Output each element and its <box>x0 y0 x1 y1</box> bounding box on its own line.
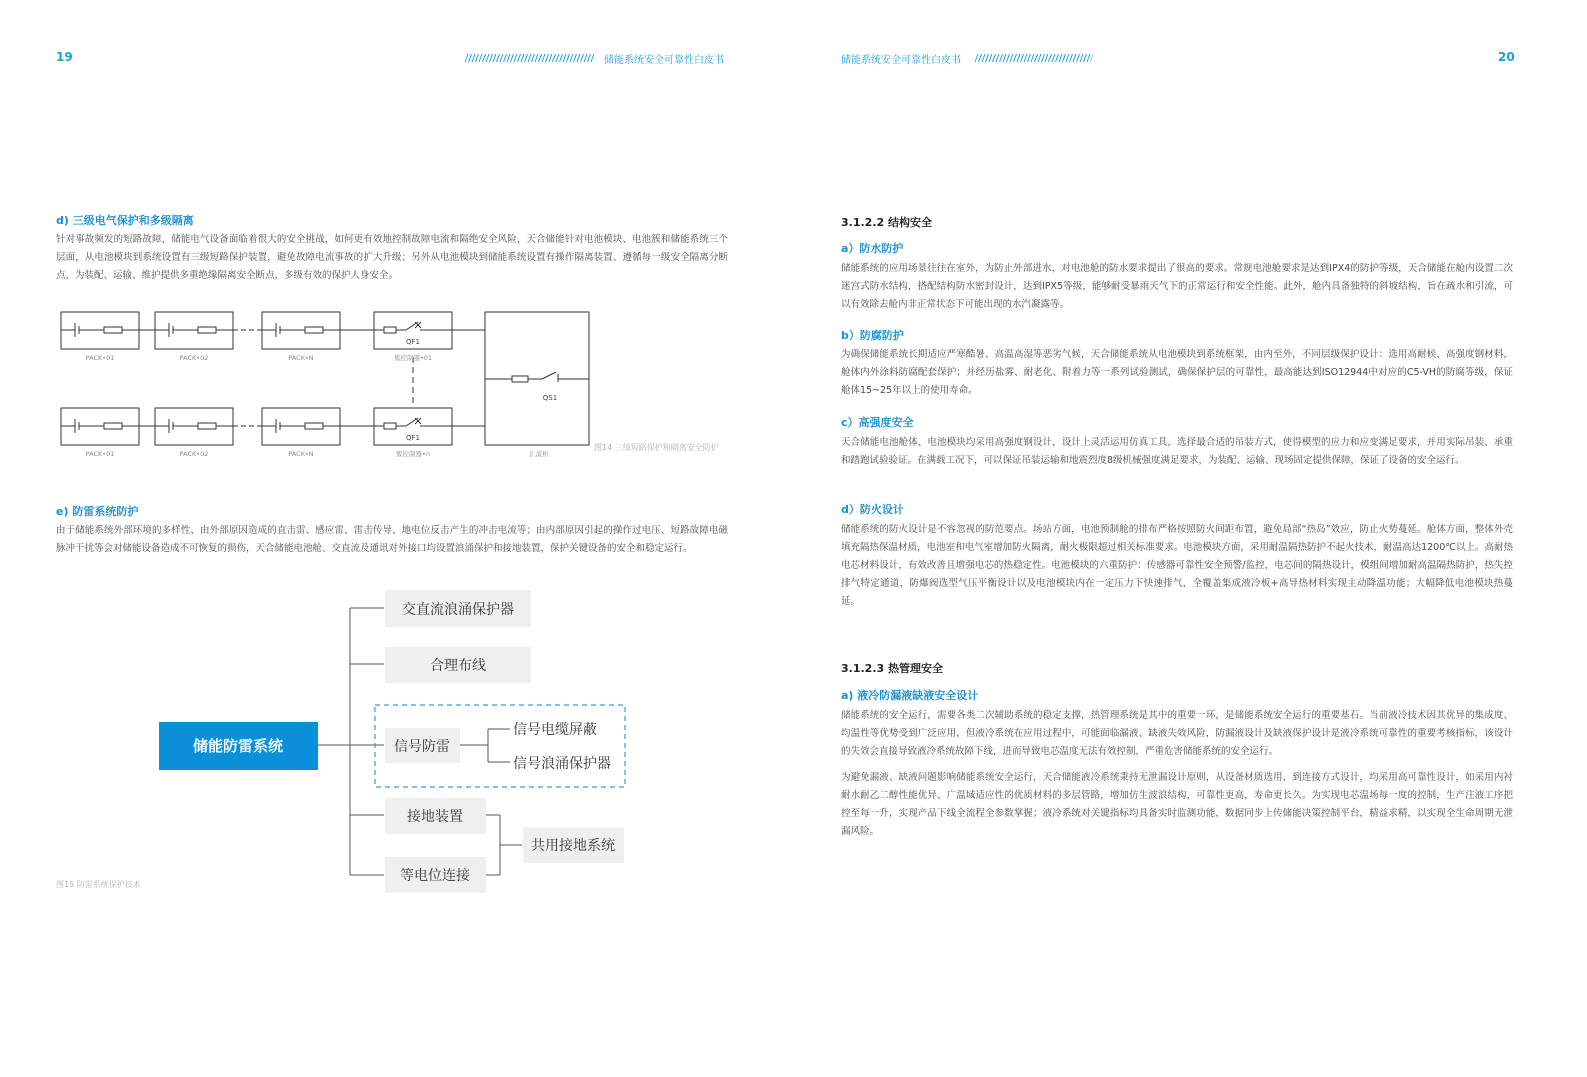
row1-label-1: PACK•01 <box>85 354 115 362</box>
header-title-left: 储能系统安全可靠性白皮书 <box>604 55 724 66</box>
combiner-cabinet-label: 汇流柜 <box>529 450 549 458</box>
qs1-label: QS1 <box>542 394 558 402</box>
section-e-heading: e) 防雷系统防护 <box>56 505 139 518</box>
liquid-cooling-heading: a) 液冷防漏液缺液安全设计 <box>841 689 979 702</box>
high-strength-body: 天合储能电池舱体、电池模块均采用高强度钢设计，设计上灵活运用仿真工具，选择最合适的吊装方式，使得模型的应力和应变满足要求，并用实际吊装、承重和踏跑试验验证。在满载工况下，可以保证吊装运输和地震烈度8级机械强度满足要求，为装配、运输、现场固定提供保障，保证了设备的安全运行。 <box>841 437 1513 466</box>
wiring-node-label: 合理布线 <box>430 658 486 674</box>
root-node-label: 储能防雷系统 <box>192 737 284 755</box>
waterproof-heading: a）防水防护 <box>841 242 904 255</box>
grounding-node-label: 接地装置 <box>407 809 463 825</box>
shield-node-label: 信号电缆屏蔽 <box>513 722 597 738</box>
header-hatch-right <box>975 54 1094 62</box>
anticorrosion-heading: b）防腐防护 <box>841 329 904 342</box>
equipotential-node-label: 等电位连接 <box>400 868 470 884</box>
header-title-right: 储能系统安全可靠性白皮书 <box>841 55 961 66</box>
row2-label-2: PACK•02 <box>179 450 209 458</box>
qf1-label-row2: QF1 <box>406 434 420 442</box>
section-e-body: 由于储能系统外部环境的多样性、由外部原因造成的直击雷、感应雷、雷击传导、地电位反击产生的冲击电流等；由内部原因引起的操作过电压、短路故障电磁脉冲干扰等会对储能设备造成不可恢复的损伤，天合储能电池舱、交直流及通讯对外接口均设置浪涌保护和接地装置，保护关键设备的安全和稳定运行。 <box>56 525 728 554</box>
fire-design-body: 储能系统的防火设计是不容忽视的防范要点。场站方面，电池预制舱的排布严格按照防火间距布置，避免局部“热岛”效应，防止火势蔓延。舱体方面，整体外壳填充隔热保温材质，电池室和电气室增加防火隔离，耐火极限超过相关标准要求。电池模块方面，采用耐温隔热防护不起火技术，耐温高达1200℃以上。高耐热电芯材料设计，有效改善且增强电芯的热稳定性。电池模块的六重防护：传感器可靠性安全预警/监控，电芯间的隔热设计，模组间增加耐高温隔热防护，热失控排气特定通道，防爆阀选型气压平衡设计以及电池模块内在一定压力下快速排气，全覆盖集成液冷板+高导热材料实现主动降温功能；大幅降低电池模块热蔓延。 <box>841 524 1513 607</box>
liquid-cooling-body-2: 为避免漏液、缺液问题影响储能系统安全运行，天合储能液冷系统秉持无泄漏设计原则，从设备材质选用，到连接方式设计，均采用高可靠性设计，如采用内衬耐水耐乙二醇性能优异、广温域适应性的优质材料的多层管路，增加仿生波浪结构，可靠性更高，寿命更长久。为实现电芯温场每一度的控制，生产注液工序把控至每一升，实现产品下线全流程全参数掌握；液冷系统对关键指标均具备实时监测功能，数据同步上传储能决策控制平台，精益求精，以实现全生命周期无泄漏风险。 <box>841 772 1513 837</box>
surge-node-label: 交直流浪涌保护器 <box>402 602 514 618</box>
section-d-heading: d) 三级电气保护和多级隔离 <box>56 214 194 227</box>
section-3122-heading: 3.1.2.2 结构安全 <box>841 216 932 229</box>
header-hatch-left <box>465 54 596 62</box>
row2-label-1: PACK•01 <box>85 450 115 458</box>
anticorrosion-body: 为确保储能系统长期适应严寒酷暑、高温高湿等恶劣气候，天合储能系统从电池模块到系统框架，由内至外，不同层级保护设计：选用高耐候、高强度钢材料，舱体内外涂料防腐配套保护；并经历盐雾、耐老化、附着力等一系列试验测试，确保保护层的可靠性，最高能达到ISO12944中对应的C5-VH的防腐等级，保证舱体15~25年以上的使用寿命。 <box>841 349 1513 396</box>
figure-15-lightning-tree <box>150 585 640 895</box>
section-d-body: 针对事故频发的短路故障，储能电气设备面临着很大的安全挑战，如何更有效地控制故障电流和隔绝安全风险，天合储能针对电池模块、电池簇和储能系统三个层面，从电池模块到系统设置有三级短路保护装置，避免故障电流事故的扩大升级；另外从电池模块到储能系统设置有操作隔离装置、遵循每一级安全隔离分断点，为装配、运输、维护提供多重绝缘隔离安全断点，多级有效的保护人身安全。 <box>56 234 728 281</box>
row2-label-n: PACK•N <box>288 450 314 458</box>
row2-label-cluster: 簇控制器•n <box>396 450 430 458</box>
figure-14-caption: 图14 三级短路保护和隔离安全防护 <box>594 443 719 452</box>
figure-15-caption: 图15 防雷系统保护技术 <box>56 880 141 889</box>
liquid-cooling-body-1: 储能系统的安全运行，需要各类二次辅助系统的稳定支撑，热管理系统是其中的重要一环，是储能系统安全运行的重要基石。当前液冷技术因其优异的集成度、均温性等优势受到广泛应用，但液冷系统在应用过程中，可能面临漏液、缺液失效风险，防漏液设计及缺液保护设计是液冷系统可靠性的重要考核指标，该设计的失效会直接导致液冷系统故障下线，进而导致电芯温度无法有效控制，严重危害储能系统的安全运行。 <box>841 710 1513 757</box>
row1-label-2: PACK•02 <box>179 354 209 362</box>
high-strength-heading: c）高强度安全 <box>841 416 914 429</box>
waterproof-body: 储能系统的应用场景往往在室外，为防止外部进水，对电池舱的防水要求提出了很高的要求。常规电池舱要求是达到IPX4的防护等级，天合储能在舱内设置二次迷宫式防水结构，搭配结构防水密封设计，达到IPX5等级，能够耐受暴雨天气下的正常运行和安全性能。此外，舱内具备独特的斜坡结构，旨在疏水和引流，可以有效除去舱内非正常状态下可能出现的水汽凝露等。 <box>841 263 1513 310</box>
row1-label-cluster: 簇控制器•01 <box>393 354 433 362</box>
signal-node-label: 信号防雷 <box>394 739 450 755</box>
shared-ground-node-label: 共用接地系统 <box>531 838 615 854</box>
fire-design-heading: d）防火设计 <box>841 503 904 516</box>
page-number-left: 19 <box>56 50 73 64</box>
section-3123-heading: 3.1.2.3 热管理安全 <box>841 662 943 675</box>
qf1-label-row1: QF1 <box>406 338 420 346</box>
page-number-right: 20 <box>1498 50 1515 64</box>
signal-surge-node-label: 信号浪涌保护器 <box>513 756 611 772</box>
row1-label-n: PACK•N <box>288 354 314 362</box>
